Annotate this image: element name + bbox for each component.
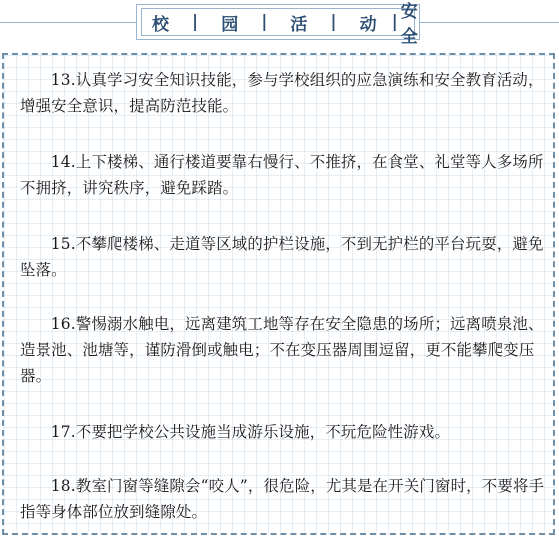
- section-header: [0, 0, 559, 47]
- header-separator: |: [391, 12, 399, 32]
- rule-paragraph: 15.不攀爬楼梯、走道等区域的护栏设施，不到无护栏的平台玩耍，避免坠落。: [20, 235, 544, 279]
- header-segment: 园: [221, 14, 240, 35]
- rule-paragraph: 17.不要把学校公共设施当成游乐设施，不玩危险性游戏。: [50, 423, 451, 441]
- header-box: [136, 2, 420, 47]
- rule-paragraph: 18.教室门窗等缝隙会“咬人”，很危险，尤其是在开关门窗时，不要将手指等身体部位放到缝隙处。: [20, 477, 545, 521]
- header-segment: 校: [152, 14, 170, 35]
- header-separator: |: [192, 12, 200, 32]
- header-segment: 动: [359, 14, 378, 35]
- header-separator: |: [330, 12, 338, 32]
- rule-paragraph: 16.警惕溺水触电，远离建筑工地等存在安全隐患的场所；远离喷泉池、造景池、池塘等，谨防滑倒或触电；不在变压器周围逗留，更不能攀爬变压器。: [20, 315, 544, 385]
- header-separator: |: [261, 12, 269, 32]
- content-panel: [2, 53, 555, 535]
- header-accent: 安全: [400, 2, 419, 47]
- header-segment: 活: [290, 14, 309, 35]
- rule-paragraph: 13.认真学习安全知识技能，参与学校组织的应急演练和安全教育活动，增强安全意识，提高防范技能。: [20, 71, 544, 115]
- rule-paragraph: 14.上下楼梯、通行楼道要靠右慢行、不推挤，在食堂、礼堂等人多场所不拥挤，讲究秩序，避免踩踏。: [20, 153, 544, 197]
- header-title: [141, 2, 419, 47]
